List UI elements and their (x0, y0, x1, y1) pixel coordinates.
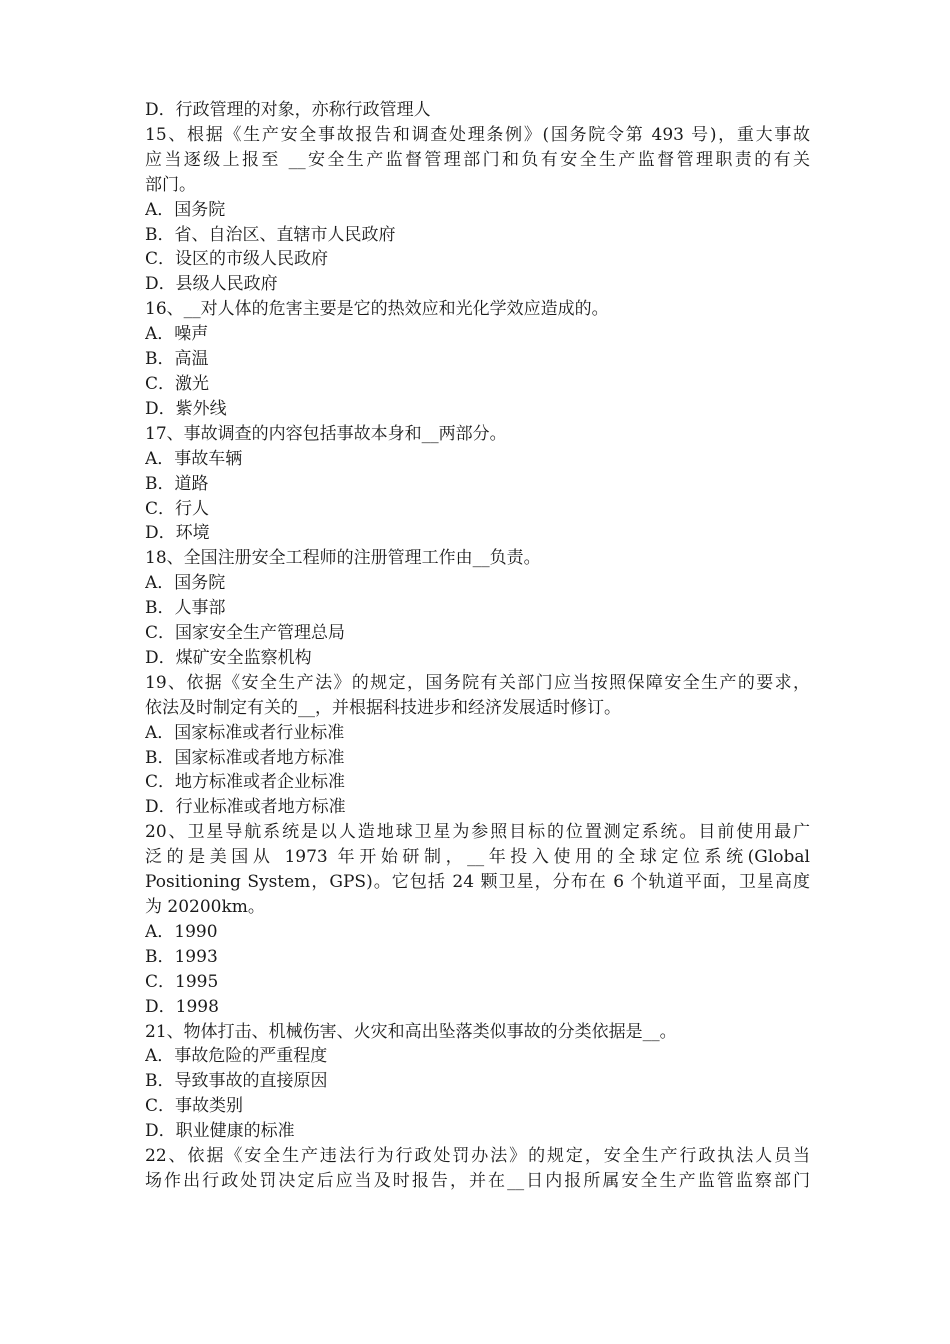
answer-option: A．噪声 (145, 324, 209, 345)
question-text: 20、卫星导航系统是以人造地球卫星为参照目标的位置测定系统。目前使用最广 (145, 822, 810, 843)
answer-option: C．1995 (145, 971, 219, 992)
answer-option: C．设区的市级人民政府 (145, 249, 329, 270)
answer-option: D．县级人民政府 (145, 274, 278, 295)
answer-option: B．1993 (145, 946, 218, 967)
document-body (145, 98, 810, 1194)
answer-option: A．国家标准或者行业标准 (145, 722, 345, 743)
answer-option: B．国家标准或者地方标准 (145, 747, 345, 768)
answer-option: B．道路 (145, 473, 209, 494)
answer-option: C．激光 (145, 373, 210, 394)
text-line: 应当逐级上报至 __安全生产监督管理部门和负有安全生产监督管理职责的有关 (145, 149, 810, 170)
question-text: 22、依据《安全生产违法行为行政处罚办法》的规定，安全生产行政执法人员当 (145, 1146, 810, 1167)
answer-option: D．煤矿安全监察机构 (145, 647, 312, 668)
question-text: 15、根据《生产安全事故报告和调查处理条例》(国务院令第 493 号)，重大事故 (145, 124, 810, 145)
document-page (145, 98, 810, 1194)
answer-option: A．事故车辆 (145, 448, 243, 469)
question-text: 17、事故调查的内容包括事故本身和__两部分。 (145, 423, 507, 444)
answer-option: B．高温 (145, 349, 209, 370)
answer-option: D．环境 (145, 523, 210, 544)
question-text: 21、物体打击、机械伤害、火灾和高出坠落类似事故的分类依据是__。 (145, 1021, 677, 1042)
answer-option: A．国务院 (145, 573, 226, 594)
answer-option: D．行政管理的对象，亦称行政管理人 (145, 100, 431, 120)
answer-option: A．国务院 (145, 199, 226, 220)
question-text: 18、全国注册安全工程师的注册管理工作由__负责。 (145, 548, 541, 569)
answer-option: C．行人 (145, 498, 210, 519)
question-text: 16、__对人体的危害主要是它的热效应和光化学效应造成的。 (145, 299, 609, 320)
answer-option: C．地方标准或者企业标准 (145, 772, 346, 793)
answer-option: D．行业标准或者地方标准 (145, 797, 346, 818)
answer-option: C．国家安全生产管理总局 (145, 623, 346, 644)
answer-option: B．导致事故的直接原因 (145, 1071, 328, 1092)
text-line: 依法及时制定有关的__，并根据科技进步和经济发展适时修订。 (145, 697, 621, 718)
text-line: 场作出行政处罚决定后应当及时报告，并在__日内报所属安全生产监管监察部门 (145, 1170, 810, 1191)
answer-option: D．紫外线 (145, 398, 227, 419)
text-line: Positioning System，GPS)。它包括 24 颗卫星，分布在 6 个轨道平面，卫星高度 (145, 872, 810, 893)
answer-option: A．事故危险的严重程度 (145, 1046, 328, 1067)
answer-option: B．人事部 (145, 598, 226, 619)
answer-option: A．1990 (145, 921, 218, 942)
text-line: 为 20200km。 (145, 897, 265, 917)
answer-option: D．1998 (145, 996, 219, 1017)
text-line: 部门。 (145, 174, 196, 195)
question-text: 19、依据《安全生产法》的规定，国务院有关部门应当按照保障安全生产的要求， (145, 672, 810, 693)
answer-option: C．事故类别 (145, 1096, 244, 1117)
answer-option: B．省、自治区、直辖市人民政府 (145, 224, 396, 245)
answer-option: D．职业健康的标准 (145, 1121, 295, 1142)
text-line: 泛的是美国从 1973 年开始研制，__年投入使用的全球定位系统(Global (145, 847, 810, 868)
